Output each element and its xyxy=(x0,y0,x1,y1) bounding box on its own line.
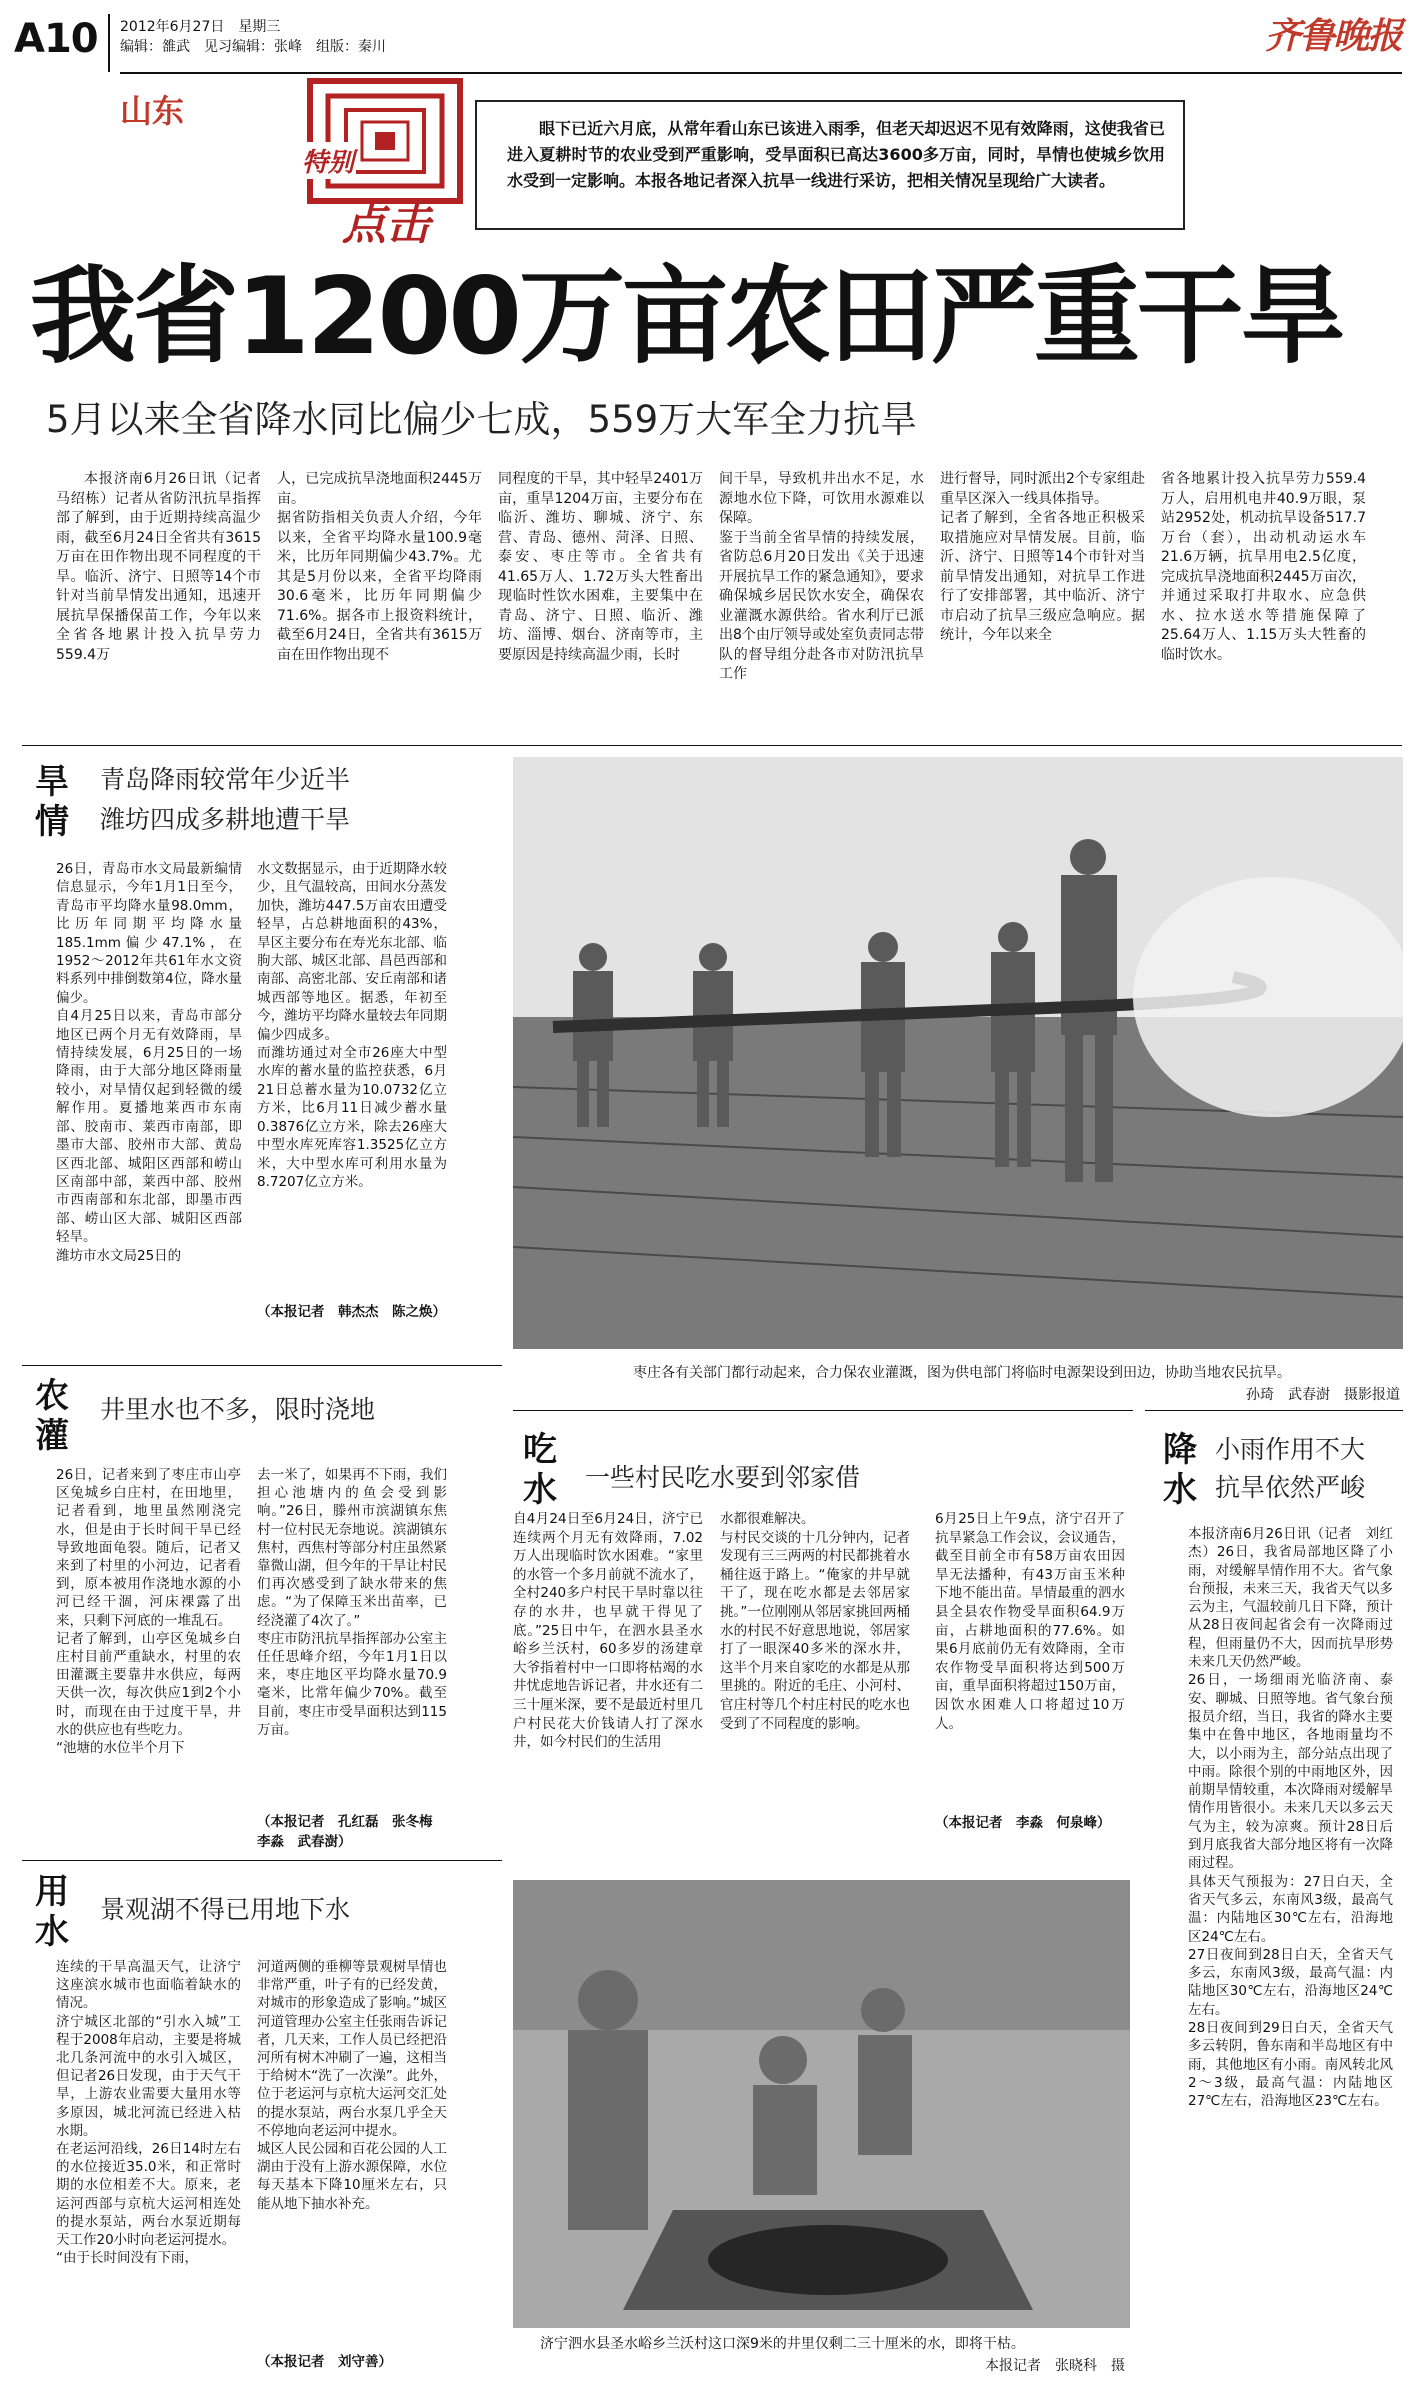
section-name: 山东 xyxy=(120,92,185,130)
s1-tag: 旱情 xyxy=(35,762,69,842)
s5-column-2: 河道两侧的垂柳等景观树旱情也非常严重，叶子有的已经发黄，对城市的形象造成了影响。”城区河道管理办公室主任张雨告诉记者，几天来，工作人员已经把沿河所有树木冲刷了一遍，这相当于给树木“洗了一次澡”。此外，位于老运河与京杭大运河交汇处的提水泵站，两台水泵几乎全天不停地向老运河中提水。 城区人民公园和百花公园的人工湖由于没有上游水源保障，水位每天基本下降10厘米左右，只能从地下抽水补充。 xyxy=(257,1959,447,2212)
lead-column-1: 本报济南6月26日讯（记者 马绍栋）记者从省防汛抗旱指挥部了解到，由于近期持续高温少雨，截至6月24日全省共有3615万亩在田作物出现不同程度的干旱。临沂、济宁、日照等14个市针对当前旱情发出通知，迅速开展抗旱保播保苗工作，今年以来全省各地累计投入抗旱劳力559.4万 xyxy=(56,471,275,663)
subheadline: 5月以来全省降水同比偏少七成，559万大军全力抗旱 xyxy=(46,398,918,441)
special-badge-top: 特别 xyxy=(300,142,356,179)
special-badge-bottom: 点击 xyxy=(342,199,430,250)
section-divider-4 xyxy=(1145,1410,1403,1411)
photo-irrigation xyxy=(513,757,1403,1349)
special-badge xyxy=(300,76,470,250)
editors-line: 编辑：雒武 见习编辑：张峰 组版：秦川 xyxy=(120,39,386,55)
s5-byline: （本报记者 刘守善） xyxy=(257,2354,392,2370)
photo1-caption: 枣庄各有关部门都行动起来，合力保农业灌溉，图为供电部门将临时电源架设到田边，协助当地农民抗旱。 xyxy=(633,1365,1291,1381)
masthead-divider xyxy=(108,14,110,72)
s3-tag: 吃水 xyxy=(523,1430,557,1510)
s3-byline: （本报记者 李淼 何泉峰） xyxy=(935,1815,1111,1831)
s4-title-1: 小雨作用不大 xyxy=(1215,1435,1366,1464)
intro-text: 眼下已近六月底，从常年看山东已该进入雨季，但老天却迟迟不见有效降雨，这使我省已进入夏耕时节的农业受到严重影响，受旱面积已高达3600多万亩，同时，旱情也使城乡饮用水受到一定影响。本报各地记者深入抗旱一线进行采访，把相关情况呈现给广大读者。 xyxy=(507,119,1165,190)
lead-column-2: 人，已完成抗旱浇地面积2445万亩。 据省防指相关负责人介绍，今年以来，全省平均降水量100.9毫米，比历年同期偏少43.7%。尤其是5月份以来，全省平均降雨30.6毫米，比历年同期偏少71.6%。据各市上报资料统计，截至6月24日，全省共有3615万亩在田作物出现不 xyxy=(277,471,482,663)
s1-title-2: 潍坊四成多耕地遭干旱 xyxy=(100,805,351,834)
lead-column-4: 间干旱，导致机井出水不足，水源地水位下降，可饮用水源难以保障。 鉴于当前全省旱情的持续发展，省防总6月20日发出《关于迅速开展抗旱工作的紧急通知》，要求确保城乡居民饮水安全，确保农业灌溉水源供给。省水利厅已派出8个由厅领导或处室负责同志带队的督导组分赴各市对防汛抗旱工作 xyxy=(719,471,924,682)
masthead-rule xyxy=(120,72,1402,74)
s4-title-2: 抗旱依然严峻 xyxy=(1215,1473,1366,1502)
photo1-credit: 孙琦 武春澍 摄影报道 xyxy=(1246,1387,1400,1403)
s2-column-1: 26日，记者来到了枣庄市山亭区兔城乡白庄村，在田地里，记者看到，地里虽然刚浇完水，但是由于长时间干旱已经导致地面龟裂。随后，记者又来到了村里的小河边，记者看到，原本被用作浇地水源的小河已经干涸，河床裸露了出来，只剩下河底的一堆乱石。 记者了解到，山亭区兔城乡白庄村目前严重缺水，村里的农田灌溉主要靠井水供应，每两天供一次，每次供应1到2个小时，而现在由于过度干旱，井水的供应也有些吃力。 “池塘的水位半个月下 xyxy=(56,1467,241,1757)
section-divider-5 xyxy=(22,1860,502,1861)
photo2-caption: 济宁泗水县圣水峪乡兰沃村这口深9米的井里仅剩二三十厘米的水，即将干枯。 xyxy=(540,2336,1025,2352)
farmers-photo-illustration xyxy=(513,757,1403,1349)
lead-column-6: 省各地累计投入抗旱劳力559.4万人，启用机电井40.9万眼，泵站2952处，机动抗旱设备517.7万台（套），出动机动运水车21.6万辆，抗旱用电2.5亿度，完成抗旱浇地面积2445万亩次，并通过采取打井取水、应急供水、拉水送水等措施保障了25.64万人、1.15万头大牲畜的临时饮水。 xyxy=(1161,471,1366,663)
photo2-credit: 本报记者 张晓科 摄 xyxy=(985,2358,1125,2374)
s2-byline: （本报记者 孔红磊 张冬梅 李淼 武春澍） xyxy=(257,1814,446,1850)
s2-title: 井里水也不多，限时浇地 xyxy=(100,1395,376,1424)
s3-column-2: 水都很难解决。 与村民交谈的十几分钟内，记者发现有三三两两的村民都挑着水桶往返于路上。“俺家的井早就干了，现在吃水都是去邻居家挑。”一位刚刚从邻居家挑回两桶水的村民不好意思地说，邻居家打了一眼深40多米的深水井，这半个月来自家吃的水都是从那里挑的。附近的毛庄、小河村、官庄村等几个村庄村民的吃水也受到了不同程度的影响。 xyxy=(720,1511,910,1732)
well-photo-illustration xyxy=(513,1880,1130,2328)
s1-byline: （本报记者 韩杰杰 陈之焕） xyxy=(257,1304,446,1320)
s3-title: 一些村民吃水要到邻家借 xyxy=(585,1463,861,1492)
s4-column-1: 本报济南6月26日讯（记者 刘红杰）26日，我省局部地区降了小雨，对缓解旱情作用不大。省气象台预报，未来三天，我省天气以多云为主，气温较前几日下降，预计从28日夜间起省会有一次降雨过程，但雨量仍不大，因而抗旱形势未来几天仍然严峻。 26日，一场细雨光临济南、泰安、聊城、日照等地。省气象台预报员介绍，当日，我省的降水主要集中在鲁中地区，各地雨量均不大，以小雨为主，部分站点出现了中雨。除很个别的中雨地区外，因前期旱情较重，本次降雨对缓解旱情作用皆很小。未来几天以多云天气为主，较为凉爽。预计28日后到月底我省大部分地区将有一次降雨过程。 具体天气预报为：27日白天，全省天气多云，东南风3级，最高气温：内陆地区30℃左右，沿海地区24℃左右。 27日夜间到28日白天，全省天气多云，东南风3级，最高气温：内陆地区30℃左右，沿海地区24℃左右。 28日夜间到29日白天，全省天气多云转阴，鲁东南和半岛地区有中雨，其他地区有小雨。南风转北风2～3级，最高气温：内陆地区27℃左右，沿海地区23℃左右。 xyxy=(1188,1526,1393,2110)
section-divider-3 xyxy=(513,1410,1133,1411)
issue-date: 2012年6月27日 星期三 xyxy=(120,19,281,35)
photo-well xyxy=(513,1880,1130,2328)
s3-column-1: 自4月24日至6月24日，济宁已连续两个月无有效降雨，7.02万人出现临时饮水困难。“家里的水管一个多月前就不流水了，全村240多户村民干旱时靠以往存的水井，也早就干得见了底。”25日中午，在泗水县圣水峪乡兰沃村，60多岁的汤建章大爷指着村中一口即将枯竭的水井忧虑地告诉记者，井水还有二三十厘米深，要不是最近村里几户村民花大价钱请人打了深水井，如今村民们的生活用 xyxy=(513,1511,703,1751)
s3-column-3: 6月25日上午9点，济宁召开了抗旱紧急工作会议，会议通告，截至目前全市有58万亩农田因旱无法播种，有43万亩玉米种下地不能出苗。旱情最重的泗水县全县农作物受旱面积64.9万亩，占耕地面积的77.6%。如果6月底前仍无有效降雨，全市农作物受旱面积将达到500万亩，重旱面积将超过150万亩，因饮水困难人口将超过10万人。 xyxy=(935,1511,1125,1732)
newspaper-logo: 齐鲁晚报 xyxy=(1265,15,1402,57)
s5-tag: 用水 xyxy=(35,1872,69,1952)
s1-column-2: 水文数据显示，由于近期降水较少，且气温较高，田间水分蒸发加快，潍坊447.5万亩农田遭受轻旱，占总耕地面积的43%，旱区主要分布在寿光东北部、临朐大部、城区北部、昌邑西部和南部、高密北部、安丘南部和诸城西部等地区。据悉，年初至今，潍坊平均降水量较去年同期偏少四成多。 而潍坊通过对全市26座大中型水库的蓄水量的监控获悉，6月21日总蓄水量为10.0732亿立方米，比6月11日减少蓄水量0.3876亿立方米，除去26座大中型水库死库容1.3525亿立方米，大中型水库可利用水量为8.7207亿立方米。 xyxy=(257,861,447,1190)
lead-column-3: 同程度的干旱，其中轻旱2401万亩，重旱1204万亩，主要分布在临沂、潍坊、聊城、济宁、东营、青岛、德州、菏泽、日照、泰安、枣庄等市。全省共有41.65万人、1.72万头大牲畜出现临时性饮水困难，主要集中在青岛、济宁、日照、临沂、潍坊、淄博、烟台、济南等市，主要原因是持续高温少雨，长时 xyxy=(498,471,703,663)
s5-column-1: 连续的干旱高温天气，让济宁这座滨水城市也面临着缺水的情况。 济宁城区北部的“引水入城”工程于2008年启动，主要是将城北几条河流中的水引入城区，但记者26日发现，由于天气干旱，上游农业需要大量用水等多原因，城北河流已经进入枯水期。 在老运河沿线，26日14时左右的水位接近35.0米，和正常时期的水位相差不大。原来，老运河西部与京杭大运河相连处的提水泵站，两台水泵近期每天工作20小时向老运河提水。 “由于长时间没有下雨， xyxy=(56,1959,241,2267)
s2-column-2: 去一米了，如果再不下雨，我们担心池塘内的鱼会受到影响。”26日，滕州市滨湖镇东焦村一位村民无奈地说。滨湖镇东焦村，西焦村等部分村庄虽然紧靠微山湖，但今年的干旱让村民们再次感受到了缺水带来的焦虑。“为了保障玉米出苗率，已经浇灌了4次了。” 枣庄市防汛抗旱指挥部办公室主任任思峰介绍，今年1月1日以来，枣庄地区平均降水量70.9毫米，比常年偏少70%。截至目前，枣庄市受旱面积达到115万亩。 xyxy=(257,1467,447,1738)
s2-tag: 农灌 xyxy=(35,1376,69,1456)
section-divider-2 xyxy=(22,1365,502,1366)
lead-column-5: 进行督导，同时派出2个专家组赴重旱区深入一线具体指导。 记者了解到，全省各地正积极采取措施应对旱情发展。目前，临沂、济宁、日照等14个市针对当前旱情发出通知，对抗旱工作进行了安排部署，其中临沂、济宁市启动了抗旱三级应急响应。据统计，今年以来全 xyxy=(940,471,1145,643)
s1-title-1: 青岛降雨较常年少近半 xyxy=(100,765,351,794)
s1-column-1: 26日，青岛市水文局最新编情信息显示，今年1月1日至今，青岛市平均降水量98.0mm，比历年同期平均降水量185.1mm偏少47.1%，在1952～2012年共61年水文资料系列中排倒数第4位，降水量偏少。 自4月25日以来，青岛市部分地区已两个月无有效降雨，旱情持续发展，6月25日的一场降雨，由于大部分地区降雨量较小，对旱情仅起到轻微的缓解作用。夏播地莱西市东南部、胶南市、莱西市南部，即墨市大部、胶州市大部、黄岛区西北部、城阳区西部和崂山区南部中部，莱西中部、胶州市西南部和东北部，即墨市西部、崂山区大部、城阳区西部轻旱。 潍坊市水文局25日的 xyxy=(56,861,242,1264)
page-number: A10 xyxy=(14,16,98,62)
s4-tag: 降水 xyxy=(1163,1430,1197,1510)
section-divider-1 xyxy=(22,745,1402,746)
intro-box xyxy=(475,100,1185,230)
headline: 我省1200万亩农田严重干旱 xyxy=(30,255,1344,378)
s5-title: 景观湖不得已用地下水 xyxy=(100,1895,351,1924)
